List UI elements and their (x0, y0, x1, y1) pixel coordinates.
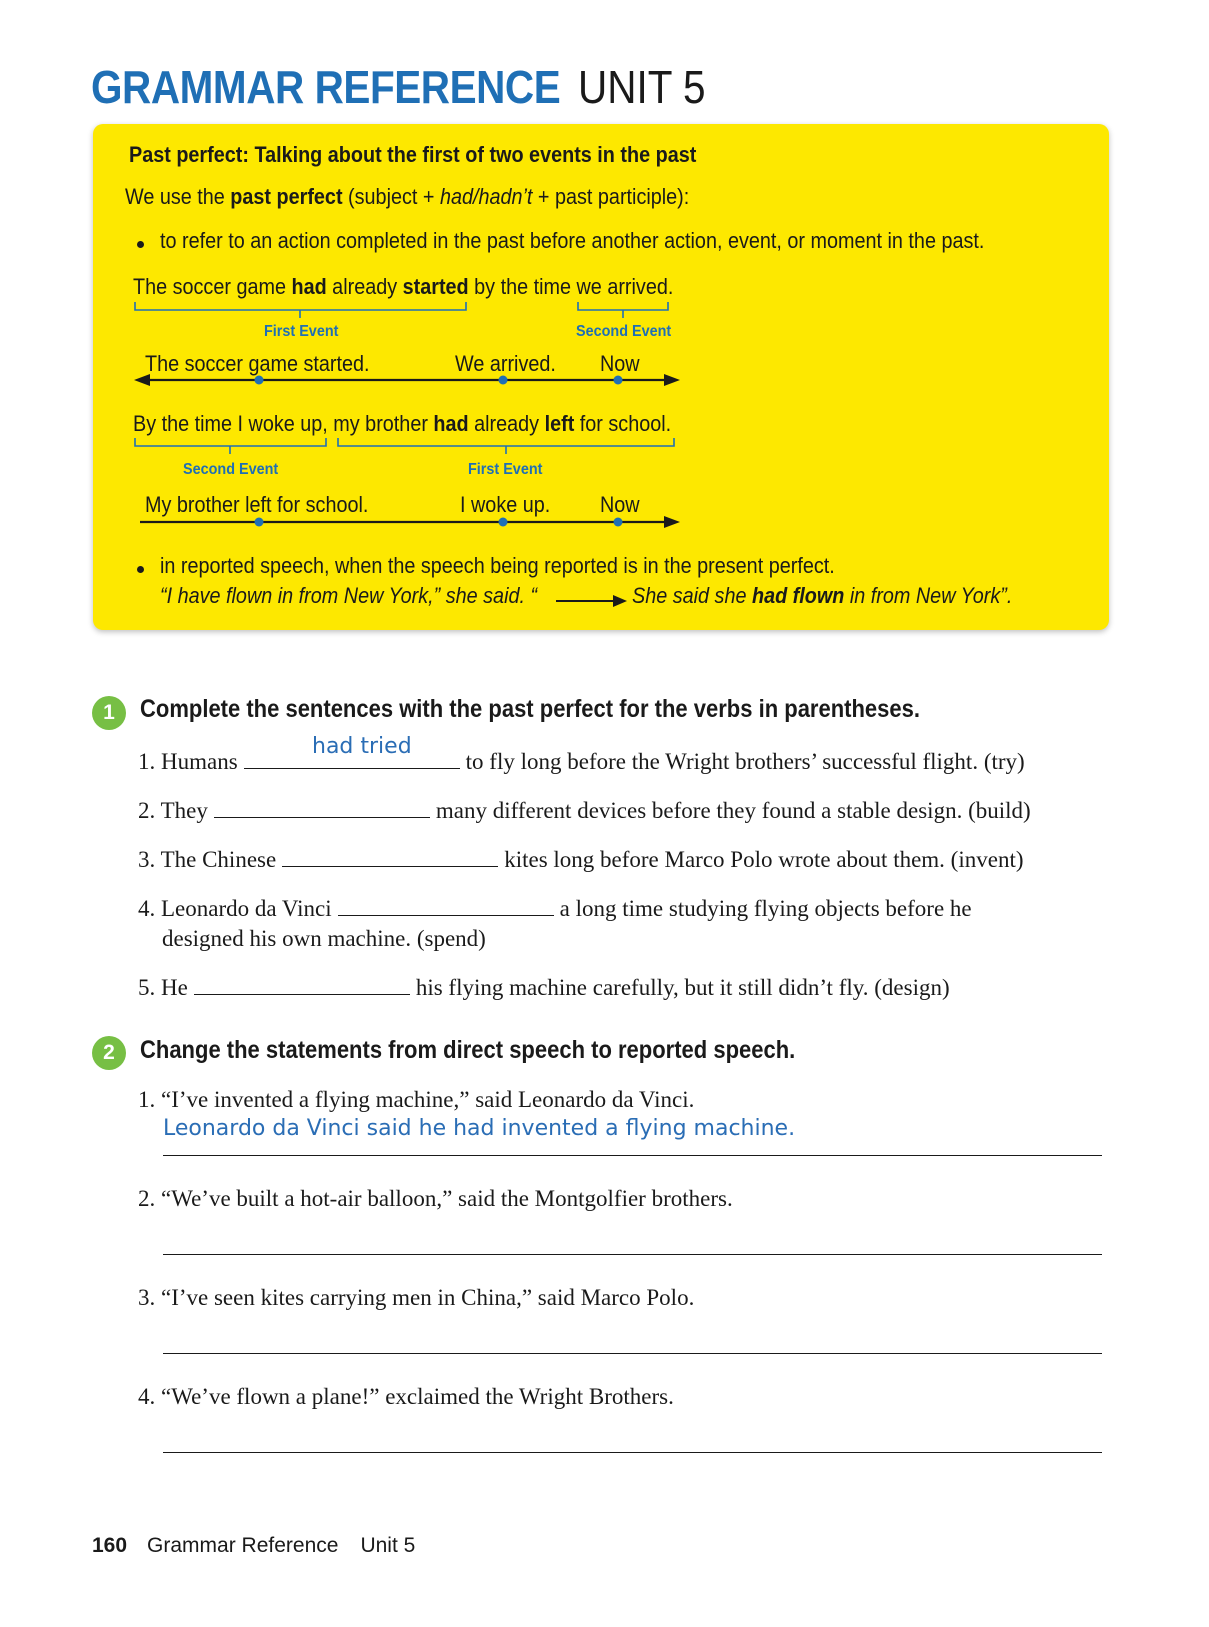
unit-label: UNIT 5 (578, 61, 706, 113)
answer-blank[interactable] (338, 895, 554, 916)
example-sentence-1: The soccer game had already started by the time we arrived. (133, 274, 674, 299)
exercise-1-heading: Complete the sentences with the past perfect for the verbs in parentheses. (140, 695, 920, 723)
timeline-point (499, 518, 508, 527)
second-event-bracket (135, 438, 326, 446)
second-event-label: Second Event (576, 323, 672, 340)
exercise-number-badge: 1 (92, 696, 126, 730)
example-sentence-2: By the time I woke up, my brother had already left for school. (133, 411, 672, 436)
exercise-1-item: 3. The Chinese kites long before Marco Polo wrote about them. (invent) (138, 847, 1024, 872)
exercise-number-badge: 2 (92, 1036, 126, 1070)
second-event-bracket (578, 302, 668, 310)
first-event-label: First Event (264, 323, 339, 340)
reported-direct: “I have flown in from New York,” she said. “ (160, 583, 538, 608)
second-event-label: Second Event (183, 461, 279, 478)
exercise-1-item: 4. Leonardo da Vinci a long time studying flying objects before he (138, 896, 972, 921)
reference-intro: We use the past perfect (subject + had/hadn’t + past participle): (125, 184, 690, 209)
timeline-label: I woke up. (460, 492, 551, 517)
timeline-label: The soccer game started. (145, 351, 370, 376)
handwritten-answer: had tried (312, 734, 412, 759)
exercise-2-heading: Change the statements from direct speech to reported speech. (140, 1036, 796, 1064)
timeline-label: My brother left for school. (145, 492, 369, 517)
exercise-2-prompt: 3. “I’ve seen kites carrying men in China,” said Marco Polo. (138, 1285, 695, 1310)
timeline-label-now: Now (600, 492, 640, 517)
page-title: GRAMMAR REFERENCE (91, 61, 561, 113)
exercise-1-item-continuation: designed his own machine. (spend) (162, 926, 486, 951)
answer-blank[interactable] (282, 846, 498, 867)
first-event-bracket (338, 438, 674, 446)
arrow-right-icon (664, 516, 680, 528)
exercise-1-item: 1. Humans to fly long before the Wright brothers’ successful flight. (try) (138, 749, 1025, 774)
timeline-point (255, 518, 264, 527)
answer-line[interactable] (163, 1254, 1102, 1255)
bullet-icon (137, 566, 144, 573)
timeline-label: We arrived. (455, 351, 556, 376)
answer-line[interactable] (163, 1452, 1102, 1453)
timeline-point (614, 518, 623, 527)
reported-arrow-icon (556, 595, 627, 607)
first-event-bracket (135, 302, 466, 310)
answer-line[interactable] (163, 1353, 1102, 1354)
exercise-2-prompt: 4. “We’ve flown a plane!” exclaimed the Wright Brothers. (138, 1384, 674, 1409)
first-event-label: First Event (468, 461, 543, 478)
footer-section: Grammar Reference (147, 1534, 339, 1557)
page-number: 160 (92, 1534, 128, 1557)
page-footer (92, 1534, 415, 1558)
arrow-right-icon (664, 374, 680, 386)
exercise-2-prompt: 1. “I’ve invented a flying machine,” said Leonardo da Vinci. (138, 1087, 695, 1112)
reported-result: She said she had flown in from New York”. (632, 583, 1013, 608)
exercise-2-prompt: 2. “We’ve built a hot-air balloon,” said the Montgolfier brothers. (138, 1186, 733, 1211)
exercise-1-item: 2. They many different devices before they found a stable design. (build) (138, 798, 1031, 823)
handwritten-answer: Leonardo da Vinci said he had invented a flying machine. (163, 1116, 796, 1141)
answer-blank[interactable] (194, 974, 410, 995)
exercise-1-item: 5. He his flying machine carefully, but it still didn’t fly. (design) (138, 975, 950, 1000)
answer-line[interactable] (163, 1155, 1102, 1156)
bullet-usage-2: in reported speech, when the speech being reported is in the present perfect. (160, 553, 835, 578)
reference-heading: Past perfect: Talking about the first of two events in the past (129, 142, 697, 167)
footer-unit: Unit 5 (360, 1534, 416, 1557)
timeline-diagram-1 (0, 0, 1209, 640)
answer-blank[interactable] (214, 797, 430, 818)
bullet-usage-1: to refer to an action completed in the past before another action, event, or moment in the past. (160, 228, 985, 253)
timeline-label-now: Now (600, 351, 640, 376)
